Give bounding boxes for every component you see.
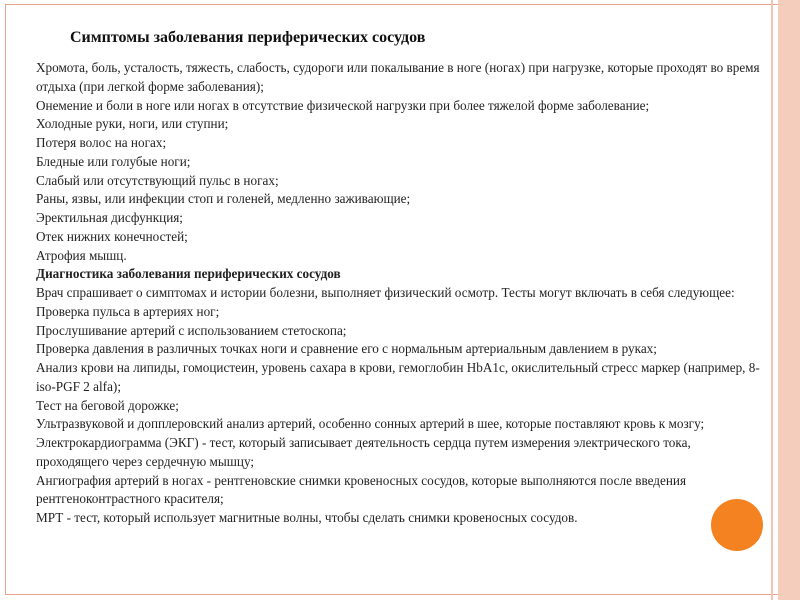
side-band <box>778 0 800 600</box>
diagnostics-item: Прослушивание артерий с использованием стетоскопа; <box>36 322 347 338</box>
diagnostics-item: Анализ крови на липиды, гомоцистеин, уровень сахара в крови, гемоглобин HbA1c, окислительный стресс маркер (например, 8-iso-PGF 2 alfa); <box>36 360 760 394</box>
symptom-item: Хромота, боль, усталость, тяжесть, слабость, судороги или покалывание в ноге (ногах) при нагрузке, которые проходят во время отдыха (при легкой форме заболевания); <box>36 60 760 94</box>
symptom-item: Раны, язвы, или инфекции стоп и голеней, медленно заживающие; <box>36 191 411 207</box>
diagnostics-item: Проверка давления в различных точках ноги и сравнение его с нормальным артериальным давлением в руках; <box>36 341 657 357</box>
slide-title: Симптомы заболевания периферических сосудов <box>70 29 426 46</box>
symptom-item: Отек нижних конечностей; <box>36 228 188 244</box>
diagnostics-item: Электрокардиограмма (ЭКГ) - тест, который записывает деятельность сердца путем измерения электрического тока, проходящего через сердечную мышцу; <box>36 435 691 469</box>
diagnostics-heading: Диагностика заболевания периферических сосудов <box>36 266 341 282</box>
diagnostics-item: Тест на беговой дорожке; <box>36 397 179 413</box>
symptom-item: Слабый или отсутствующий пульс в ногах; <box>36 172 279 188</box>
diagnostics-item: МРТ - тест, который использует магнитные волны, чтобы сделать снимки кровеносных сосудов. <box>36 510 578 525</box>
accent-circle <box>711 499 763 551</box>
slide-content <box>36 59 766 528</box>
side-divider-line <box>771 0 773 600</box>
symptom-item: Холодные руки, ноги, или ступни; <box>36 116 229 132</box>
diagnostics-item: Проверка пульса в артериях ног; <box>36 303 220 319</box>
symptom-item: Потеря волос на ногах; <box>36 135 167 150</box>
diagnostics-item: Ангиография артерий в ногах - рентгеновские снимки кровеносных сосудов, которые выполняются после введения рентгеноконтрастного красителя; <box>36 472 687 507</box>
symptom-item: Бледные или голубые ноги; <box>36 153 191 169</box>
diagnostics-item: Врач спрашивает о симптомах и истории болезни, выполняет физический осмотр. Тесты могут включать в себя следующее: <box>36 285 735 300</box>
symptom-item: Онемение и боли в ноге или ногах в отсутствие физической нагрузки при более тяжелой форме заболевание; <box>36 97 650 113</box>
symptom-item: Атрофия мышц. <box>36 247 127 263</box>
diagnostics-item: Ультразвуковой и допплеровский анализ артерий, особенно сонных артерий в шее, которые поставляют кровь к мозгу; <box>36 416 705 432</box>
symptom-item: Эректильная дисфункция; <box>36 210 183 225</box>
